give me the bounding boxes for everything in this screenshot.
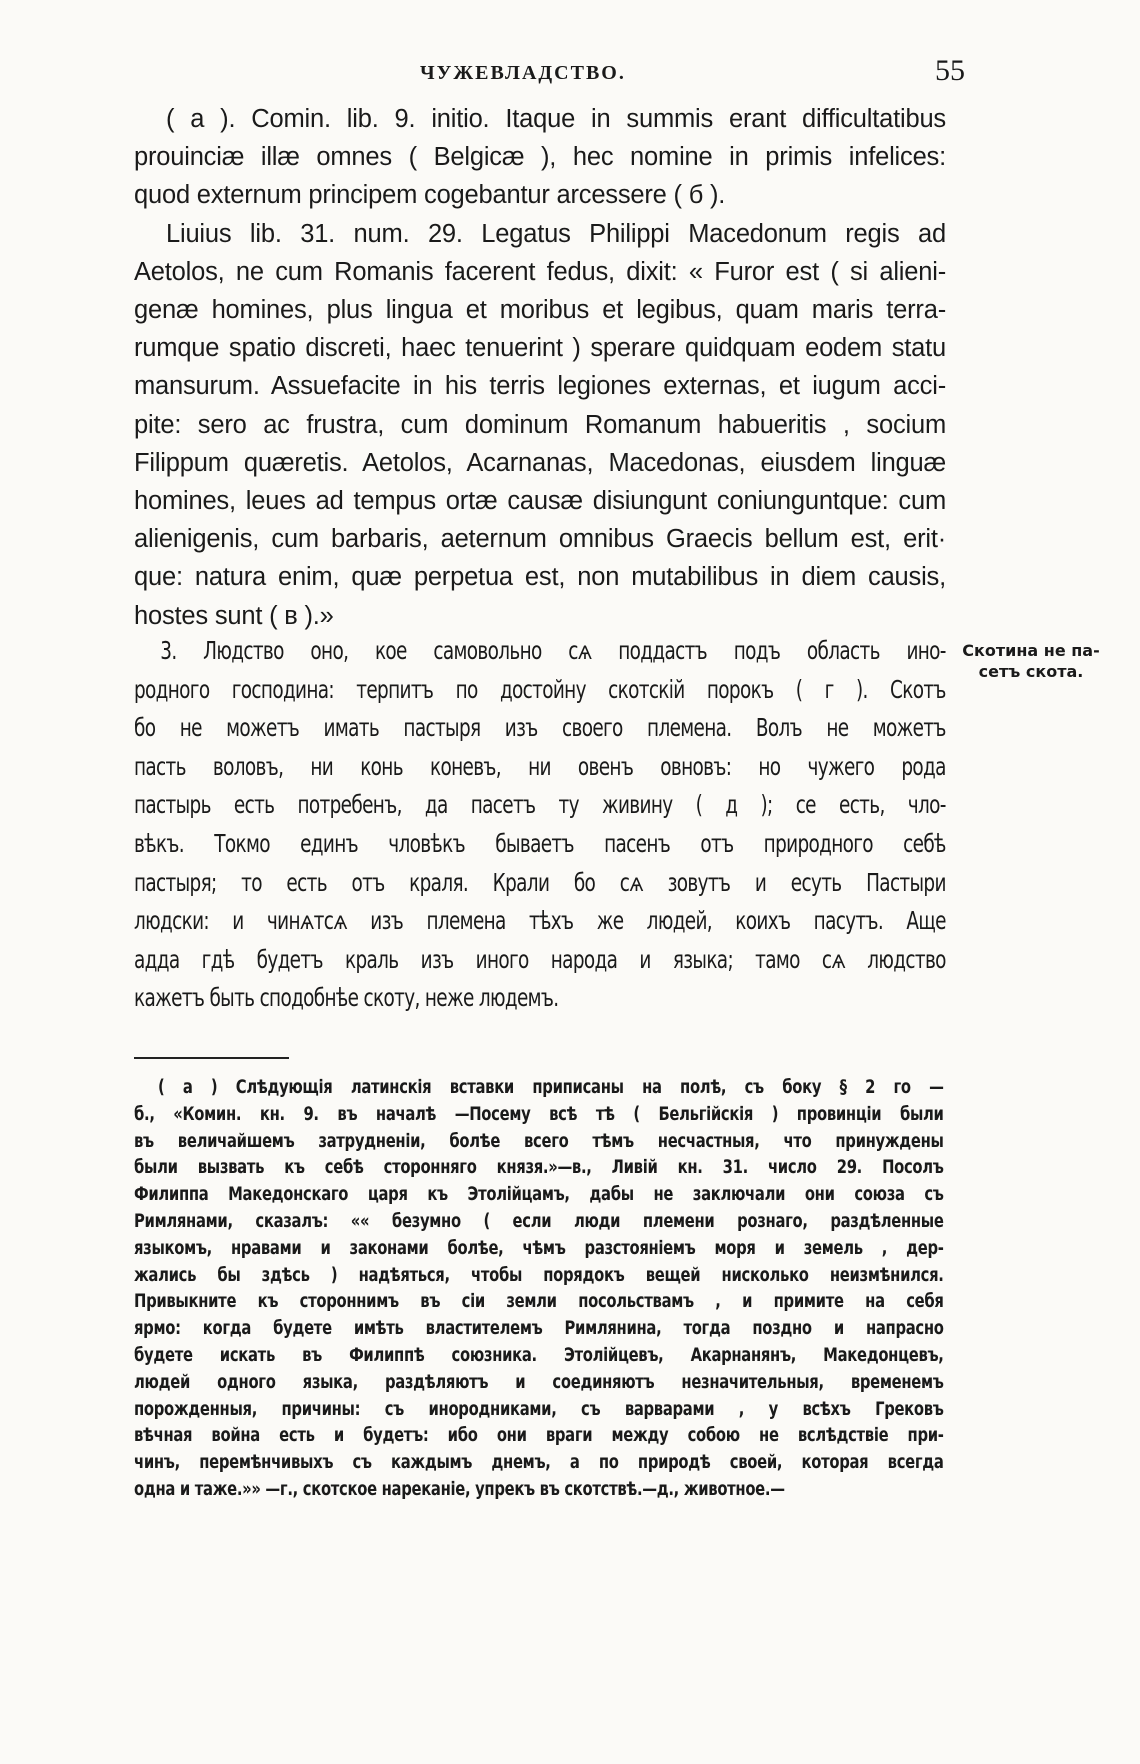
text-line: genæ homines, plus lingua et moribus et legibus, quam maris terra- [134, 296, 946, 325]
text-line: alienigenis, cum barbaris, aeternum omnibus Graecis bellum est, erit· [134, 525, 946, 554]
text-line: адда гдѣ будетъ краль изъ иного народа и языка; тамо сѧ людство [134, 944, 946, 974]
margin-note-line: Скотина не па- [962, 641, 1100, 660]
footnote-line: будете искать въ Филиппѣ союзника. Этолійцевъ, Акарнанянъ, Македонцевъ, [134, 1344, 944, 1366]
footnote-divider [134, 1057, 289, 1059]
footnote-block [134, 1075, 944, 1504]
text-line: que: natura enim, quæ perpetua est, non mutabilibus in diem causis, [134, 563, 946, 592]
footnote-line: Привыкните къ стороннимъ въ сіи земли посольствамъ , и примите на себя [134, 1291, 944, 1313]
text-line: hostes sunt ( в ).» [134, 601, 334, 630]
text-line: бо не можетъ имать пастыря изъ своего племена. Волъ не можетъ [134, 713, 946, 743]
footnote-line: порожденныя, причины: съ инородниками, съ варварами , у всѣхъ Грековъ [134, 1398, 944, 1420]
footnote-line: б., «Комин. кн. 9. въ началѣ —Посему всѣ тѣ ( Бельгійскія ) провинціи были [134, 1103, 944, 1125]
footnote-line: были вызвать къ себѣ сторонняго князя.»—в., Ливій кн. 31. число 29. Посолъ [134, 1157, 944, 1179]
footnote-line: Римлянами, сказалъ: «« безумно ( если люди племени рознаго, раздѣленные [134, 1210, 944, 1232]
slavonic-paragraph [134, 632, 946, 1018]
book-page: ЧУЖЕВЛАДСТВО. 55 ( a ). Comin. lib. 9. initio. Itaque in summis erant difficultatibus prouinciæ illæ omnes ( Belgicæ ), hec nomine in primis infelices: quod externum principem cogebantur arcessere ( б ). Liuius lib. 31. num. 29. Legatus Philippi Macedonum regis ad Aetolos, ne cum Romanis facerent fedus, dixit: « Furor est ( si alieni- genæ homines, plus lingua et moribus et legibus, quam maris terra- rumque spatio discreti, haec tenuerint ) sperare quidquam eodem statu mansurum. Assuefacite in his terris legiones externas, et iugum acci- pite: sero ac frustra, cum dominum Romanum habueritis , socium Filippum quæretis. Aetolos, Acarnanas, Macedonas, eiusdem linguæ homines, leues ad tempus ortæ causæ disiungunt coniunguntque: cum alienigenis, cum barbaris, aeternum omnibus Graecis bellum est, erit· que: natura enim, quæ perpetua est, non mutabilibus in diem causis, hostes sunt ( в ).» 3. Людство оно, кое самовольно сѧ поддастъ подъ область ино- родного господина: терпитъ по достойну скотскій порокъ ( г ). Скотъ бо не можетъ имать пастыря изъ своего племена. Волъ не можетъ пасть воловъ, ни конь коневъ, ни овенъ овновъ: но чужего рода пастырь есть потребенъ, да пасетъ ту живину ( д ); се есть, чло- вѣкъ. Токмо единъ чловѣкъ бываетъ пасенъ отъ природного себѣ пастыря; то есть отъ краля. Крали бо сѧ зовутъ и есуть Пастыри людски: и чинѧтсѧ изъ племена тѣхъ же людей, коихъ пасутъ. Аще адда гдѣ будетъ краль изъ иного народа и языка; тамо сѧ людство кажетъ быть сподобнѣе скоту, неже людемъ. Скотина не па- сетъ скота. ( а ) Слѣдующія латинскія вставки приписаны на полѣ, съ боку § 2 го — б., «Комин. кн. 9. въ началѣ —Посему всѣ тѣ ( Бельгійскія ) провинціи были въ величайшемъ затрудненіи, болѣе всего тѣмъ несчастныя, что принуждены были вызвать къ себѣ сторонняго князя.»—в., Ливій кн. 31. число 29. Посолъ Филиппа Македонскаго царя къ Этолійцамъ, дабы не заключали они союза съ Римлянами, сказалъ: «« безумно ( если люди племени рознаго, раздѣленные языкомъ, нравами и законами болѣе, чѣмъ разстояніемъ моря и земель , дер- жались бы здѣсь ) надѣяться, чтобы порядокъ вещей нисколько неизмѣнился. Привыкните къ стороннимъ въ сіи земли посольствамъ , и примите на себя ярмо: когда будете имѣть властителемъ Римлянина, тогда поздно и напрасно будете искать въ Филиппѣ союзника. Этолійцевъ, Акарнанянъ, Македонцевъ, людей одного языка, раздѣляютъ и соединяютъ незначительныя, временемъ порожденныя, причины: съ инородниками, съ варварами , у всѣхъ Грековъ вѣчная война есть и будетъ: ибо они враги между собою не вслѣдствіе при- чинъ, перемѣнчивыхъ съ каждымъ днемъ, а по природѣ своей, которая всегда одна и таже.»» —г., скотское нареканіе, упрекъ въ скотствѣ.—д., животное.— [0, 0, 1140, 1764]
footnote-line: языкомъ, нравами и законами болѣе, чѣмъ разстояніемъ моря и земель , дер- [134, 1237, 944, 1259]
footnote-line: чинъ, перемѣнчивыхъ съ каждымъ днемъ, а по природѣ своей, которая всегда [134, 1452, 944, 1474]
page-number: 55 [935, 54, 965, 87]
text-line: пастыря; то есть отъ краля. Крали бо сѧ зовутъ и есуть Пастыри [134, 867, 946, 897]
footnote-line: одна и таже.»» —г., скотское нареканіе, упрекъ въ скотствѣ.—д., животное.— [134, 1478, 785, 1500]
margin-note-line: сетъ скота. [978, 662, 1084, 681]
text-line: homines, leues ad tempus ortæ causæ disiungunt coniunguntque: cum [134, 487, 946, 516]
text-line: pite: sero ac frustra, cum dominum Romanum habueritis , socium [134, 410, 946, 439]
text-line: Filippum quæretis. Aetolos, Acarnanas, Macedonas, eiusdem linguæ [134, 448, 946, 477]
text-line: ( a ). Comin. lib. 9. initio. Itaque in summis erant difficultatibus [166, 105, 946, 133]
text-line: quod externum principem cogebantur arcessere ( б ). [134, 181, 726, 210]
footnote-line: Филиппа Македонскаго царя къ Этолійцамъ, дабы не заключали они союза съ [134, 1184, 944, 1206]
text-line: людски: и чинѧтсѧ изъ племена тѣхъ же людей, коихъ пасутъ. Аще [134, 906, 946, 936]
text-line: вѣкъ. Токмо единъ чловѣкъ бываетъ пасенъ отъ природного себѣ [134, 828, 946, 858]
text-line: пасть воловъ, ни конь коневъ, ни овенъ овновъ: но чужего рода [134, 751, 946, 781]
text-line: prouinciæ illæ omnes ( Belgicæ ), hec nomine in primis infelices: [134, 143, 946, 172]
latin-passage [134, 100, 946, 635]
footnote-line: вѣчная война есть и будетъ: ибо они враги между собою не вслѣдствіе при- [134, 1425, 944, 1447]
text-line: Aetolos, ne cum Romanis facerent fedus, dixit: « Furor est ( si alieni- [134, 257, 946, 286]
footnote-line: въ величайшемъ затрудненіи, болѣе всего тѣмъ несчастныя, что принуждены [134, 1130, 944, 1152]
footnote-line: ярмо: когда будете имѣть властителемъ Римлянина, тогда поздно и напрасно [134, 1318, 944, 1340]
text-line: кажетъ быть сподобнѣе скоту, неже людемъ. [134, 983, 559, 1013]
footnote-line: ( а ) Слѣдующія латинскія вставки приписаны на полѣ, съ боку § 2 го — [158, 1077, 944, 1098]
text-line: Liuius lib. 31. num. 29. Legatus Philippi Macedonum regis ad [166, 219, 946, 248]
text-line: 3. Людство оно, кое самовольно сѧ поддастъ подъ область ино- [160, 636, 946, 665]
text-line: rumque spatio discreti, haec tenuerint ) sperare quidquam eodem statu [134, 334, 946, 363]
footnote-line: людей одного языка, раздѣляютъ и соединяютъ незначительныя, временемъ [134, 1371, 944, 1393]
margin-note [956, 640, 1106, 682]
text-line: родного господина: терпитъ по достойну скотскій порокъ ( г ). Скотъ [134, 674, 946, 704]
text-line: mansurum. Assuefacite in his terris legiones externas, et iugum acci- [134, 372, 946, 401]
footnote-line: жались бы здѣсь ) надѣяться, чтобы порядокъ вещей нисколько неизмѣнился. [134, 1264, 944, 1286]
text-line: пастырь есть потребенъ, да пасетъ ту живину ( д ); се есть, чло- [134, 790, 946, 820]
